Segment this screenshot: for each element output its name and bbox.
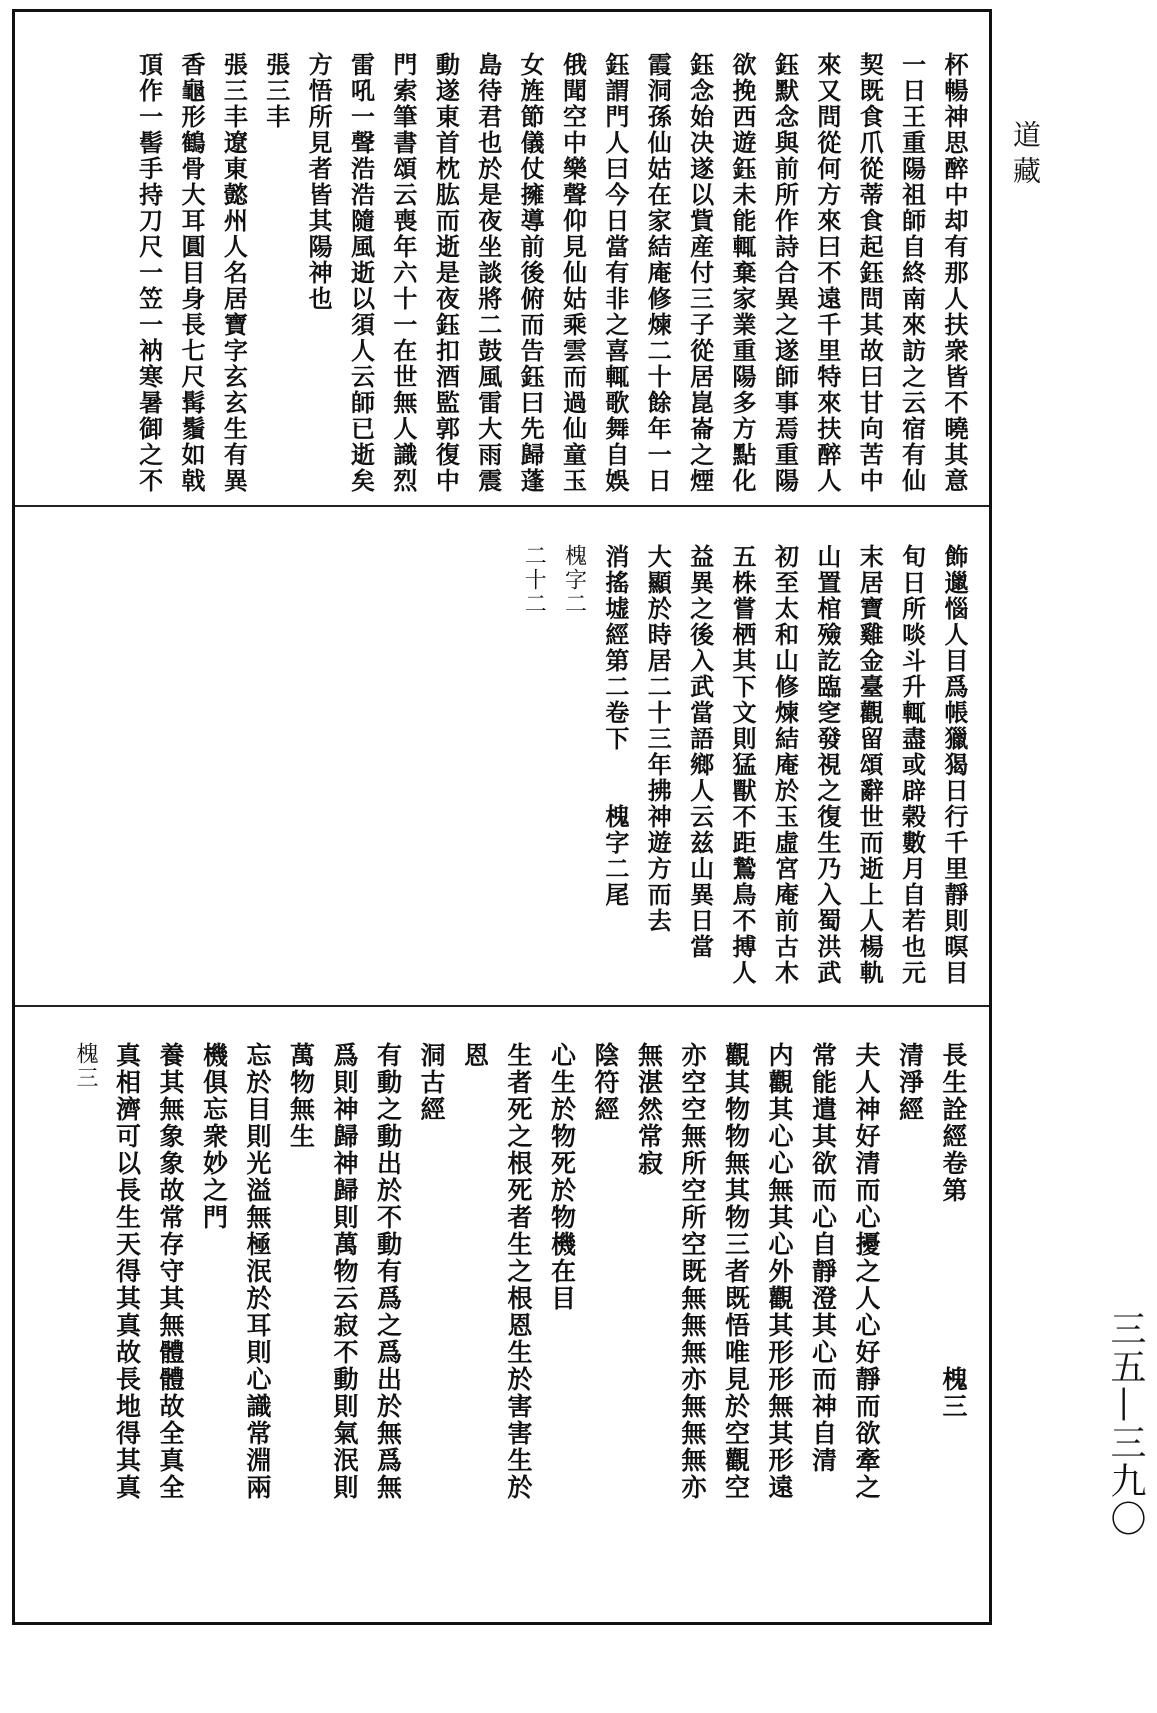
page-frame	[12, 9, 992, 1625]
text-column: 觀其物物無其物三者既悟唯見於空觀空	[721, 1042, 751, 1501]
text-column: 養其無象象故常存守其無體體故全真全	[156, 1042, 185, 1501]
text-column: 五株嘗栖其下文則猛獸不距鷙鳥不搏人	[728, 544, 758, 986]
text-column: 忘於目則光溢無極泯於耳則心識常淵兩	[243, 1042, 272, 1501]
text-column: 夫人神好清而心擾之人心好靜而欲牽之	[852, 1042, 881, 1501]
text-column: 俄聞空中樂聲仰見仙姑乘雲而過仙童玉	[558, 52, 588, 494]
text-column: 末居寶雞金臺觀留頌辭世而逝上人楊軌	[855, 544, 885, 986]
text-column: 大顯於時居二十三年拂神遊方而去	[643, 544, 673, 934]
text-column: 機俱忘衆妙之門	[199, 1042, 229, 1231]
text-column: 陰符經	[591, 1042, 620, 1123]
text-column: 飾邋惱人目爲帳獵猲日行千里靜則暝目	[940, 544, 969, 986]
text-column: 萬物無生	[286, 1042, 316, 1150]
text-column: 恩	[460, 1042, 490, 1069]
text-column: 内觀其心心無其心外觀其形形無其形遠	[765, 1042, 794, 1501]
text-column: 鈺謂門人曰今日當有非之喜輒歌舞自娛	[600, 52, 630, 494]
text-column: 爲則神歸神歸則萬物云寂不動則氣泯則	[330, 1042, 359, 1501]
text-column: 清淨經	[895, 1042, 925, 1123]
text-column: 霞洞孫仙姑在家結庵修煉二十餘年一日	[643, 52, 673, 494]
text-column: 消搖墟經第二卷下 槐字二尾	[600, 544, 630, 908]
text-column: 門索筆書頌云喪年六十一在世無人識烈	[388, 52, 418, 494]
text-column: 張三丰	[261, 52, 291, 130]
text-column: 動遂東首枕肱而逝是夜鈺扣酒監郭復中	[431, 52, 461, 494]
text-column: 洞古經	[417, 1042, 446, 1123]
text-column: 鈺念始决遂以貲産付三子從居崑崙之煙	[685, 52, 715, 494]
text-column: 張三丰遼東懿州人名居寶字玄玄生有異	[219, 52, 249, 494]
text-column: 初至太和山修煉結庵於玉虛宮庵前古木	[770, 544, 800, 986]
section-divider-bottom	[15, 1005, 989, 1007]
marginal-note: 槐字二	[561, 544, 587, 616]
text-column: 雷吼一聲浩浩隨風逝以須人云師已逝矣	[346, 52, 376, 494]
panel-middle	[55, 544, 975, 999]
text-column: 亦空空無所空所空既無無無亦無無無亦	[678, 1042, 707, 1501]
text-column: 旬日所啖斗升輒盡或辟榖數月自若也元	[897, 544, 927, 986]
text-column: 契既食爪從蒂食起鈺問其故曰甘向苦中	[855, 52, 885, 494]
text-column: 香龜形鶴骨大耳圓目身長七尺髯鬚如戟	[176, 52, 206, 494]
text-column: 欲挽西遊鈺未能輒棄家業重陽多方點化	[728, 52, 758, 494]
text-column: 方悟所見者皆其陽神也	[304, 52, 334, 312]
marginal-note: 槐三	[73, 1042, 98, 1090]
text-column: 來又問從何方來曰不遠千里特來扶醉人	[812, 52, 842, 494]
section-divider-top	[15, 505, 989, 507]
text-column: 島待君也於是夜坐談將二鼓風雷大雨震	[473, 52, 503, 494]
text-column: 女旌節儀仗擁導前後俯而告鈺曰先歸蓬	[516, 52, 546, 494]
text-column: 長生詮經卷第 槐三	[939, 1042, 968, 1420]
text-column: 心生於物死於物機在目	[547, 1042, 577, 1312]
panel-bottom	[55, 1042, 975, 1612]
text-column: 有動之動出於不動有爲之爲出於無爲無	[373, 1042, 403, 1501]
book-name: 道藏	[1009, 120, 1042, 192]
text-column: 頂作一髻手持刀尺一笠一衲寒暑御之不	[134, 52, 164, 494]
text-column: 鈺默念與前所作詩合異之遂師事焉重陽	[770, 52, 800, 494]
text-column: 常能遣其欲而心自靜澄其心而神自清	[808, 1042, 838, 1474]
page-number: 三五—三九〇	[1105, 1310, 1146, 1538]
text-column: 一日王重陽祖師自終南來訪之云宿有仙	[897, 52, 927, 494]
text-column: 益異之後入武當語鄉人云兹山異日當	[685, 544, 715, 960]
text-column: 杯暢神思醉中却有那人扶衆皆不曉其意	[940, 52, 969, 494]
panel-top	[55, 52, 975, 502]
text-column: 真相濟可以長生天得其真故長地得其真	[112, 1042, 142, 1501]
marginal-note: 二十二	[521, 544, 547, 616]
text-column: 生者死之根死者生之根恩生於害害生於	[504, 1042, 533, 1501]
text-column: 山置棺殮訖臨窆發視之復生乃入蜀洪武	[812, 544, 842, 986]
text-column: 無湛然常寂	[634, 1042, 664, 1177]
